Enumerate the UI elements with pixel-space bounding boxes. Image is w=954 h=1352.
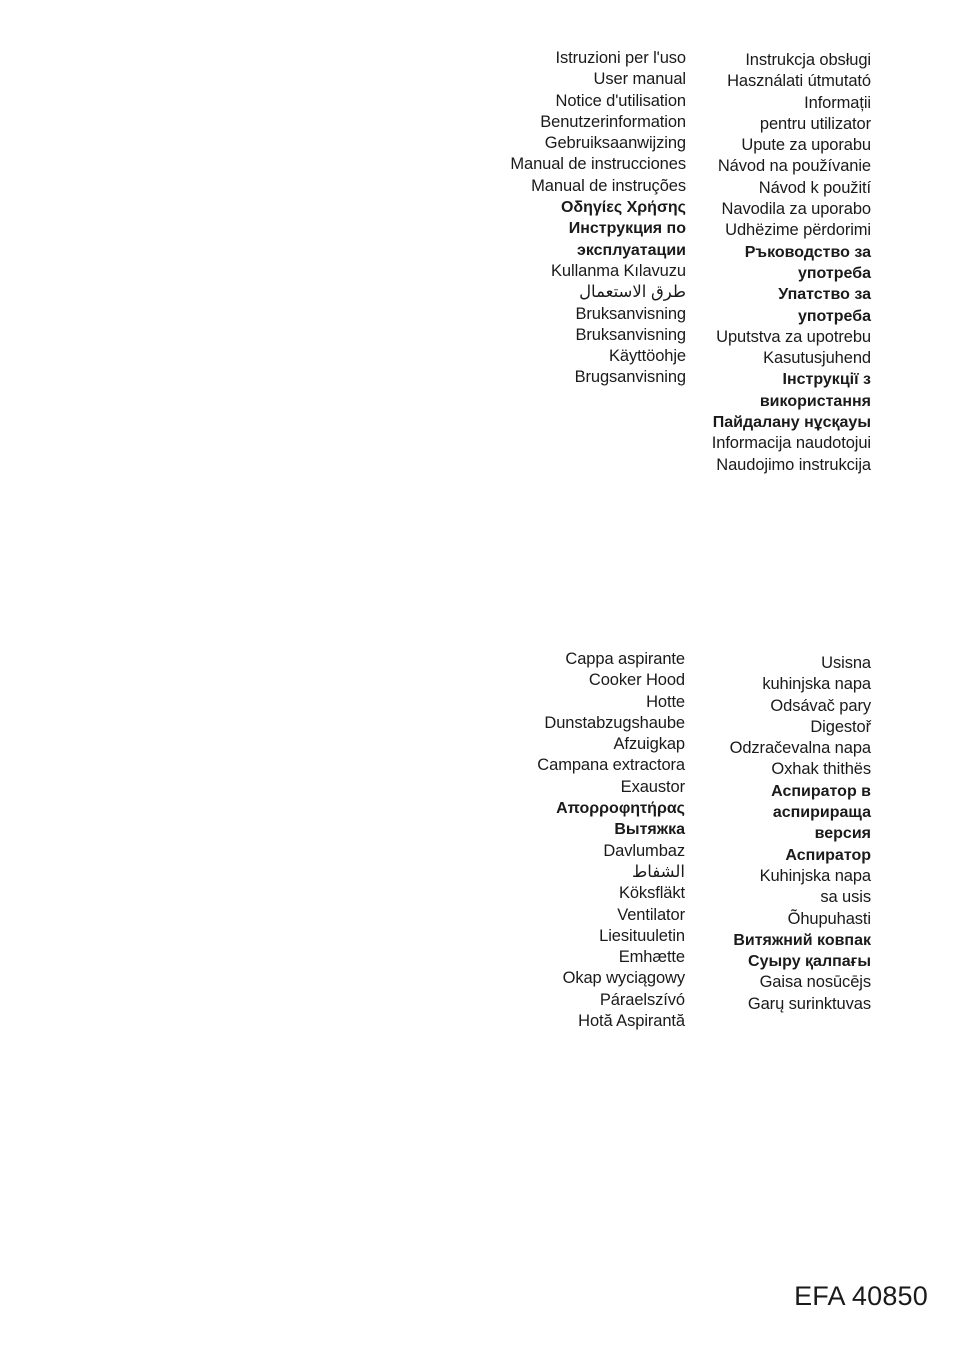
product-name-item: Köksfläkt — [618, 884, 685, 903]
manual-title-item: Gebruiksaanwijzing — [544, 134, 686, 153]
manual-title-item: Bruksanvisning — [575, 325, 686, 344]
manual-title-item: Istruzioni per l'uso — [555, 49, 686, 67]
product-name-item: Суыру қалпағы — [748, 953, 871, 971]
product-name-item: sa usis — [820, 888, 871, 907]
product-name-item: Usisna — [821, 654, 871, 672]
manual-title-item: Navodila za uporabo — [721, 200, 871, 219]
product-name-item: Afzuigkap — [613, 735, 685, 754]
manual-title-item: Instrukcja obsługi — [745, 51, 871, 69]
product-name-item: Απορροφητήρας — [556, 800, 685, 818]
manual-title-item: эксплуатации — [577, 241, 686, 259]
manual-title-item: طرق الاستعمال — [579, 283, 686, 302]
product-name-item: Õhupuhasti — [787, 909, 871, 928]
product-name-item: Dunstabzugshaube — [544, 713, 685, 732]
manual-titles-right-column — [690, 50, 871, 476]
manual-title-item: Notice d'utilisation — [555, 91, 686, 110]
product-name-item: аспирираща — [772, 804, 871, 822]
manual-title-item: употреба — [797, 264, 871, 282]
product-name-item: Аспиратор — [785, 846, 871, 864]
product-name-item: Okap wyciągowy — [562, 969, 685, 988]
product-name-item: Вытяжка — [614, 821, 685, 839]
product-name-item: Páraelszívó — [599, 990, 685, 1009]
manual-title-item: Uputstva za upotrebu — [716, 327, 871, 346]
manual-title-item: Használati útmutató — [727, 72, 871, 91]
manual-title-item: Kullanma Kılavuzu — [551, 261, 686, 280]
manual-title-item: Ръководство за — [744, 243, 871, 261]
product-name-item: Campana extractora — [537, 756, 685, 775]
product-name-item: kuhinjska napa — [762, 675, 871, 694]
product-name-item: الشفاط — [632, 862, 685, 881]
product-name-item: Hotte — [646, 692, 685, 711]
product-names-left-column — [440, 649, 685, 1032]
manual-title-item: Návod na používanie — [717, 157, 871, 176]
manual-title-item: pentru utilizator — [759, 114, 871, 133]
manual-title-item: Upute za uporabu — [741, 136, 871, 155]
manual-title-item: Käyttöohje — [609, 347, 686, 366]
product-name-item: Oxhak thithës — [771, 760, 871, 779]
product-name-item: Garų surinktuvas — [747, 994, 871, 1013]
manual-titles-left-column — [440, 48, 686, 389]
manual-title-item: Manual de instrucciones — [510, 155, 686, 174]
manual-title-item: Benutzerinformation — [540, 112, 686, 131]
manual-title-item: Návod k použití — [758, 178, 871, 197]
manual-title-item: употреба — [797, 307, 871, 325]
manual-title-item: Kasutusjuhend — [763, 349, 871, 368]
manual-title-item: User manual — [593, 70, 686, 89]
product-name-item: Витяжний ковпак — [733, 931, 871, 949]
manual-title-item: Naudojimo instrukcija — [716, 455, 871, 474]
product-name-item: Kuhinjska napa — [759, 866, 871, 885]
model-number: EFA 40850 — [794, 1281, 928, 1311]
manual-title-item: Informații — [804, 93, 871, 112]
product-name-item: версия — [814, 825, 871, 843]
product-name-item: Cooker Hood — [588, 671, 685, 690]
product-name-item: Liesituuletin — [599, 926, 685, 945]
product-name-item: Hotă Aspirantă — [578, 1012, 685, 1031]
product-name-item: Аспиратор в — [771, 782, 871, 800]
product-name-item: Odsávač pary — [770, 696, 871, 715]
product-name-item: Emhætte — [618, 948, 685, 967]
manual-title-item: Οδηγίες Χρήσης — [560, 199, 686, 217]
product-name-item: Digestoř — [810, 717, 871, 736]
manual-title-item: Инструкция по — [568, 220, 686, 238]
product-name-item: Davlumbaz — [603, 841, 685, 860]
manual-title-item: Informacija naudotojui — [711, 434, 871, 453]
product-name-item: Odzračevalna napa — [729, 739, 871, 758]
manual-title-item: Udhëzime përdorimi — [725, 221, 871, 240]
manual-title-item: використання — [759, 392, 871, 410]
manual-title-item: Brugsanvisning — [574, 368, 686, 387]
manual-title-item: Bruksanvisning — [575, 304, 686, 323]
product-name-item: Ventilator — [617, 905, 685, 924]
product-name-item: Exaustor — [620, 777, 685, 796]
product-names-right-column — [690, 653, 871, 1015]
manual-title-item: Manual de instruções — [531, 176, 686, 195]
product-name-item: Cappa aspirante — [565, 650, 685, 668]
manual-title-item: Упатство за — [778, 286, 871, 304]
manual-title-item: Пайдалану нұсқауы — [712, 414, 871, 432]
manual-title-item: Інструкції з — [782, 371, 871, 389]
product-name-item: Gaisa nosūcējs — [759, 973, 871, 992]
